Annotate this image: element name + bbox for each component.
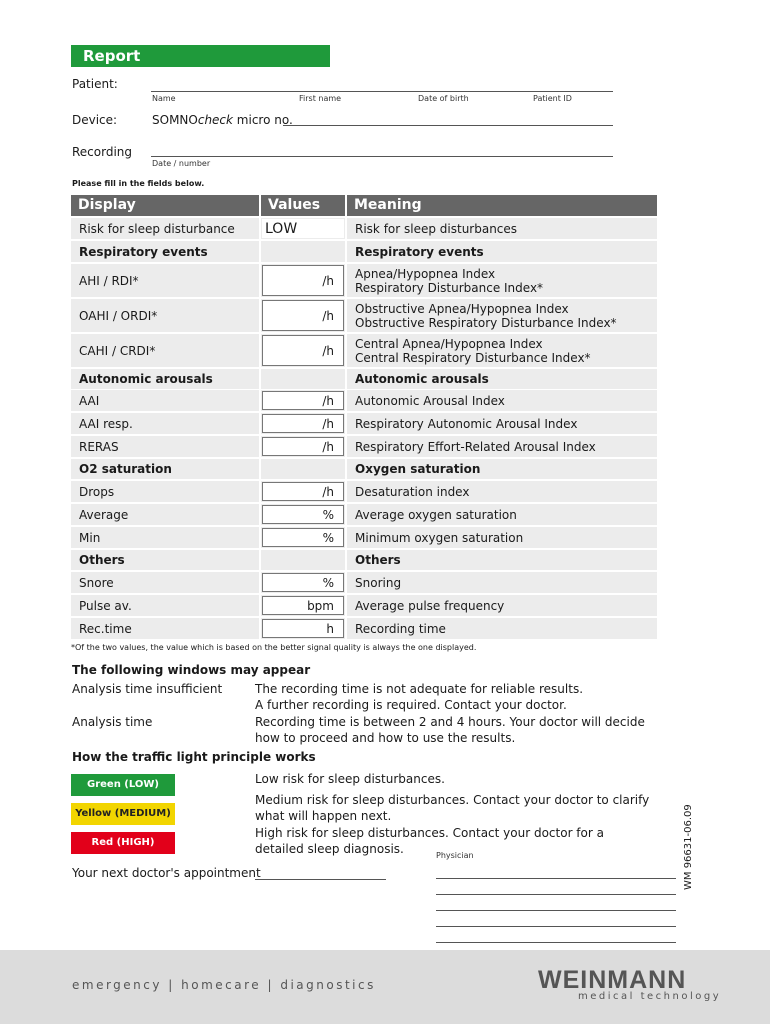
display-cell: AAI resp. [71,413,259,434]
meaning-cell: Respiratory Autonomic Arousal Index [347,413,657,434]
value-field[interactable]: /h [262,335,344,366]
logo-subtitle: medical technology [578,991,722,1002]
yellow-description: Medium risk for sleep disturbances. Contact your doctor to clarify what will happen next. [255,793,650,823]
section-title: O2 saturation [71,459,259,479]
section-row [71,241,657,262]
value-field[interactable]: /h [262,300,344,331]
window-label: Analysis time insufficient [72,682,223,696]
value-cell [261,504,345,525]
section-title: Autonomic arousals [71,369,259,389]
value-cell [261,299,345,332]
value-cell [261,618,345,639]
display-cell: Drops [71,481,259,502]
red-high-badge: Red (HIGH) [71,832,175,854]
caption-patient-id: Patient ID [533,94,572,103]
table-row [71,334,657,367]
meaning-cell: Minimum oxygen saturation [347,527,657,548]
table-row [71,218,657,239]
display-cell: CAHI / CRDI* [71,334,259,367]
table-row [71,618,657,639]
section-meaning: Respiratory events [347,241,657,262]
device-number-line[interactable] [283,125,613,126]
physician-line[interactable] [436,878,676,879]
value-cell [261,550,345,570]
meaning-cell: Central Apnea/Hypopnea Index Central Respiratory Disturbance Index* [347,334,657,367]
caption-date-of-birth: Date of birth [418,94,469,103]
red-description: High risk for sleep disturbances. Contact your doctor for a detailed sleep diagnosis. [255,826,604,856]
display-cell: Risk for sleep disturbance [71,218,259,239]
table-row [71,264,657,297]
physician-line[interactable] [436,926,676,927]
value-cell [261,264,345,297]
window-label: Analysis time [72,715,153,729]
meaning-cell: Respiratory Effort-Related Arousal Index [347,436,657,457]
value-field[interactable]: /h [262,437,344,456]
value-field[interactable]: /h [262,391,344,410]
meaning-cell: Average pulse frequency [347,595,657,616]
instruction: Please fill in the fields below. [72,179,205,188]
yellow-medium-badge: Yellow (MEDIUM) [71,803,175,825]
value-field[interactable]: % [262,528,344,547]
caption-date-number: Date / number [152,159,211,168]
table-row [71,504,657,525]
header-values: Values [261,195,345,216]
value-cell [261,527,345,548]
device-name: SOMNOcheck micro no. [152,113,293,127]
physician-label: Physician [436,851,474,860]
footnote: *Of the two values, the value which is based on the better signal quality is always the one displayed. [71,643,477,652]
value-field[interactable]: /h [262,482,344,501]
meaning-cell: Snoring [347,572,657,593]
report-title: Report [71,45,330,67]
meaning-cell: Apnea/Hypopnea Index Respiratory Disturbance Index* [347,264,657,297]
value-field[interactable]: /h [262,414,344,433]
display-cell: Min [71,527,259,548]
physician-line[interactable] [436,942,676,943]
display-cell: RERAS [71,436,259,457]
display-cell: Snore [71,572,259,593]
appointment-line[interactable] [255,879,386,880]
value-cell [261,369,345,389]
meaning-cell: Desaturation index [347,481,657,502]
section-meaning: Oxygen saturation [347,459,657,479]
value-field[interactable]: /h [262,265,344,296]
display-cell: Rec.time [71,618,259,639]
display-cell: AHI / RDI* [71,264,259,297]
device-label: Device: [72,113,118,127]
value-field[interactable]: bpm [262,596,344,615]
value-field[interactable]: % [262,505,344,524]
traffic-heading: How the traffic light principle works [72,750,316,764]
value-cell [261,572,345,593]
table-row [71,481,657,502]
physician-line[interactable] [436,894,676,895]
value-cell [261,390,345,411]
patient-line[interactable] [151,91,613,92]
table-row [71,595,657,616]
meaning-cell: Risk for sleep disturbances [347,218,657,239]
value-field[interactable]: h [262,619,344,638]
display-cell: AAI [71,390,259,411]
physician-line[interactable] [436,910,676,911]
patient-label: Patient: [72,77,118,91]
display-cell: OAHI / ORDI* [71,299,259,332]
value-field[interactable]: LOW [262,219,344,238]
section-meaning: Autonomic arousals [347,369,657,389]
value-cell [261,459,345,479]
display-cell: Average [71,504,259,525]
value-cell [261,413,345,434]
table-row [71,390,657,411]
section-title: Others [71,550,259,570]
weinmann-logo: WEINMANN [538,966,687,994]
caption-name: Name [152,94,176,103]
table-row [71,436,657,457]
value-cell [261,436,345,457]
table-row [71,527,657,548]
section-meaning: Others [347,550,657,570]
window-description: The recording time is not adequate for reliable results. A further recording is required. Contact your doctor. [255,682,584,712]
section-row [71,369,657,389]
meaning-cell: Obstructive Apnea/Hypopnea Index Obstructive Respiratory Disturbance Index* [347,299,657,332]
table-row [71,413,657,434]
header-meaning: Meaning [347,195,657,216]
window-description: Recording time is between 2 and 4 hours. Your doctor will decide how to proceed and how to use the results. [255,715,645,745]
document-code: WM 96631-06.09 [683,804,694,890]
caption-first-name: First name [299,94,342,103]
value-cell [261,595,345,616]
value-cell [261,334,345,367]
appointment-label: Your next doctor's appointment [72,866,261,880]
value-cell [261,241,345,262]
green-low-badge: Green (LOW) [71,774,175,796]
section-row [71,550,657,570]
section-title: Respiratory events [71,241,259,262]
value-cell [261,218,345,239]
footer-tagline: emergency | homecare | diagnostics [72,978,376,992]
meaning-cell: Recording time [347,618,657,639]
meaning-cell: Average oxygen saturation [347,504,657,525]
display-cell: Pulse av. [71,595,259,616]
table-row [71,572,657,593]
recording-line[interactable] [151,156,613,157]
meaning-cell: Autonomic Arousal Index [347,390,657,411]
green-description: Low risk for sleep disturbances. [255,772,445,786]
value-cell [261,481,345,502]
section-row [71,459,657,479]
recording-label: Recording [72,145,133,159]
windows-heading: The following windows may appear [72,663,311,677]
header-display: Display [71,195,259,216]
table-row [71,299,657,332]
value-field[interactable]: % [262,573,344,592]
